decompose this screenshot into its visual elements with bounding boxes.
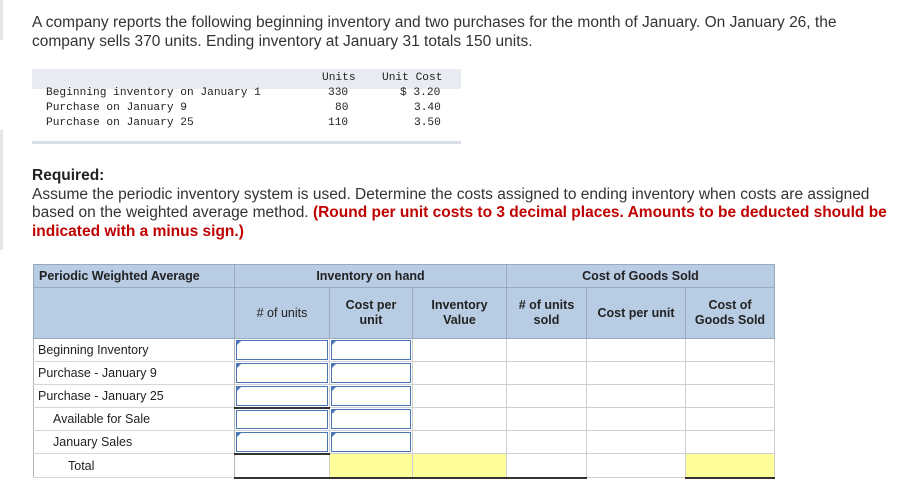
row-january-sales: January Sales — [34, 431, 235, 454]
cogs-cell — [686, 431, 775, 454]
inventory-value-cell — [413, 339, 507, 362]
cogs-cost-cell — [587, 385, 686, 408]
row-units: 110 — [328, 117, 349, 129]
units-sold-cell — [507, 362, 587, 385]
row-label: Beginning inventory on January 1 — [46, 87, 261, 99]
required-section — [32, 167, 902, 241]
row-cost: 3.40 — [414, 102, 441, 114]
col-cogs-label: Cost of Goods Sold — [694, 298, 766, 327]
cost-field — [331, 340, 411, 360]
row-purchase-jan-25: Purchase - January 25 — [34, 385, 235, 408]
input-indicator-icon — [331, 432, 337, 438]
inventory-value-cell — [413, 362, 507, 385]
left-edge-mark — [0, 0, 3, 40]
total-units-sold-cell[interactable] — [507, 454, 587, 478]
units-input[interactable] — [235, 408, 330, 431]
total-cogs-cell[interactable] — [686, 454, 775, 478]
cost-input[interactable] — [330, 408, 413, 431]
row-label: Purchase on January 25 — [46, 117, 194, 129]
units-field — [236, 340, 328, 360]
units-field — [236, 432, 328, 452]
unit-cost-header: Unit Cost — [382, 72, 443, 84]
units-field — [236, 386, 328, 406]
required-title: Required: — [32, 167, 105, 184]
input-indicator-icon — [331, 363, 337, 369]
table-bottom-strip — [32, 141, 461, 144]
row-available-for-sale: Available for Sale — [34, 408, 235, 431]
col-units-sold — [507, 288, 587, 339]
cost-input[interactable] — [330, 362, 413, 385]
cost-field — [331, 432, 411, 452]
col-cost-per-unit-label: Cost per unit — [345, 298, 397, 327]
row-units: 80 — [335, 102, 349, 114]
required-note: (Round per unit costs to 3 decimal places. Amounts to be deducted should be indicated with a minus sign.) — [32, 204, 887, 240]
problem-intro: A company reports the following beginning inventory and two purchases for the month of January. On January 26, the company sells 370 units. Ending inventory at January 31 totals 150 units. — [32, 14, 837, 50]
col-units-sold-label: # of units sold — [518, 298, 575, 327]
cogs-cell — [686, 362, 775, 385]
cost-input[interactable] — [330, 339, 413, 362]
input-indicator-icon — [236, 363, 242, 369]
cogs-cost-cell — [587, 339, 686, 362]
cogs-cost-cell — [587, 408, 686, 431]
units-sold-cell — [507, 385, 587, 408]
row-label: Purchase on January 9 — [46, 102, 187, 114]
subheader-blank — [34, 288, 235, 339]
input-indicator-icon — [331, 340, 337, 346]
total-units-cell[interactable] — [235, 454, 330, 478]
row-units: 330 — [328, 87, 349, 99]
input-indicator-icon — [236, 386, 242, 392]
cost-field — [331, 409, 411, 429]
row-cost: $ 3.20 — [400, 87, 441, 99]
inventory-value-cell — [413, 431, 507, 454]
units-sold-cell — [507, 339, 587, 362]
group-inventory-on-hand: Inventory on hand — [235, 265, 507, 288]
units-header: Units — [322, 72, 356, 84]
input-indicator-icon — [236, 432, 242, 438]
cost-field — [331, 363, 411, 383]
units-input[interactable] — [235, 385, 330, 408]
group-cost-of-goods-sold: Cost of Goods Sold — [507, 265, 775, 288]
row-cost: 3.50 — [414, 117, 441, 129]
units-input[interactable] — [235, 431, 330, 454]
total-cogs-cost-cell — [587, 454, 686, 478]
row-purchase-jan-9: Purchase - January 9 — [34, 362, 235, 385]
inventory-data-table — [32, 69, 461, 144]
col-cost-per-unit-cogs: Cost per unit — [587, 288, 686, 339]
cogs-cell — [686, 408, 775, 431]
units-input[interactable] — [235, 362, 330, 385]
cogs-cost-cell — [587, 431, 686, 454]
input-indicator-icon — [331, 386, 337, 392]
cost-field — [331, 386, 411, 406]
row-beginning-inventory: Beginning Inventory — [34, 339, 235, 362]
input-indicator-icon — [331, 409, 337, 415]
col-cost-per-unit — [330, 288, 413, 339]
col-cogs — [686, 288, 775, 339]
units-sold-cell — [507, 431, 587, 454]
grid-title: Periodic Weighted Average — [34, 265, 235, 288]
cogs-cost-cell — [587, 362, 686, 385]
total-inventory-value-cell[interactable] — [413, 454, 507, 478]
units-input[interactable] — [235, 339, 330, 362]
units-field — [236, 410, 328, 430]
inventory-value-cell — [413, 408, 507, 431]
units-field — [236, 363, 328, 383]
col-inventory-value — [413, 288, 507, 339]
row-total: Total — [34, 454, 235, 478]
input-indicator-icon — [236, 340, 242, 346]
cogs-cell — [686, 339, 775, 362]
cost-input[interactable] — [330, 385, 413, 408]
cost-input[interactable] — [330, 431, 413, 454]
col-inventory-value-label: Inventory Value — [431, 298, 488, 327]
cogs-cell — [686, 385, 775, 408]
col-units: # of units — [235, 288, 330, 339]
units-sold-cell — [507, 408, 587, 431]
left-edge-mark — [0, 130, 3, 250]
inventory-value-cell — [413, 385, 507, 408]
required-text: Assume the periodic inventory system is used. Determine the costs assigned to ending inventory when costs are assigned based on the weighted average method. — [32, 185, 870, 221]
weighted-average-grid — [33, 264, 775, 479]
total-cost-per-unit-cell[interactable] — [330, 454, 413, 478]
